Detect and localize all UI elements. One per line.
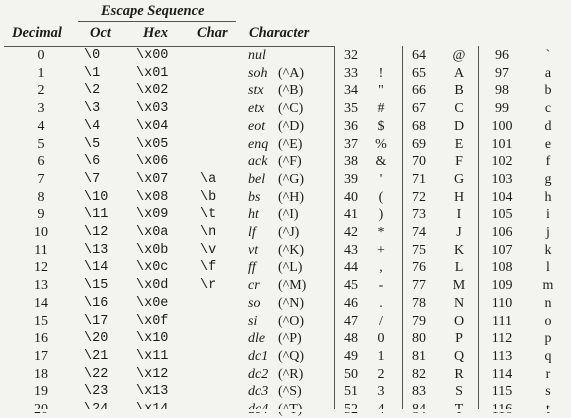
ascii-glyph: r (545, 366, 551, 382)
ascii-glyph: f (545, 154, 551, 170)
ascii-code: 78 (412, 295, 426, 311)
row-hex: \x07 (136, 171, 169, 187)
ascii-code: 48 (344, 331, 358, 347)
ascii-glyph: n (544, 295, 552, 311)
row-character-name: soh (248, 65, 268, 81)
ascii-code: 45 (344, 278, 358, 294)
ascii-glyph: 3 (377, 384, 385, 400)
row-oct: \20 (84, 331, 109, 347)
ascii-code: 68 (412, 118, 426, 134)
ascii-glyph: ` (545, 48, 551, 63)
ascii-code: 66 (412, 83, 426, 99)
escape-sequence-header: Escape Sequence (101, 3, 205, 19)
ascii-glyph: $ (377, 118, 385, 134)
ascii-glyph: S (455, 384, 463, 400)
row-oct: \6 (84, 154, 101, 170)
row-hex: \x0c (136, 260, 169, 276)
ascii-code: 32 (344, 48, 358, 63)
row-control-key: (^G) (278, 171, 305, 187)
row-character-name: ff (248, 260, 256, 276)
ascii-glyph: L (454, 260, 464, 276)
decimal-header: Decimal (12, 25, 62, 41)
ascii-glyph: G (453, 171, 465, 187)
row-oct: \22 (84, 366, 109, 382)
ascii-glyph: F (455, 154, 463, 170)
ascii-glyph: j (546, 225, 550, 240)
ascii-glyph: @ (452, 48, 466, 63)
ascii-code: 35 (344, 101, 358, 117)
row-decimal: 13 (34, 278, 48, 294)
row-character-name: enq (248, 136, 269, 152)
ascii-glyph: , (379, 260, 383, 276)
ascii-glyph: - (378, 278, 384, 294)
row-decimal: 1 (37, 65, 45, 81)
ascii-glyph: i (546, 207, 550, 223)
row-hex: \x12 (136, 366, 169, 382)
ascii-code: 74 (412, 225, 426, 240)
ascii-code: 105 (491, 207, 513, 223)
row-control-key: (^A) (278, 65, 305, 81)
ascii-glyph: " (378, 83, 384, 99)
row-character-name: vt (248, 242, 259, 258)
row-oct: \21 (84, 348, 109, 364)
row-oct: \2 (84, 83, 101, 99)
ascii-glyph: + (377, 242, 385, 258)
row-hex: \x11 (136, 348, 169, 364)
ascii-code: 42 (344, 225, 358, 240)
ascii-code: 108 (491, 260, 513, 276)
ascii-code: 82 (412, 366, 426, 382)
row-decimal: 19 (34, 384, 48, 400)
row-char-escape: \t (200, 207, 217, 223)
ascii-code: 46 (344, 295, 358, 311)
row-character-name: nul (248, 48, 266, 63)
ascii-glyph: o (544, 313, 552, 329)
ascii-code: 51 (344, 384, 358, 400)
row-char-escape: \a (200, 171, 217, 187)
row-oct: \15 (84, 278, 109, 294)
ascii-glyph: 2 (377, 366, 385, 382)
row-character-name: cr (248, 278, 260, 294)
ascii-code: 75 (412, 242, 426, 258)
char-header: Char (197, 25, 228, 41)
row-control-key: (^R) (278, 366, 304, 382)
ascii-code: 65 (412, 65, 426, 81)
row-hex: \x03 (136, 101, 169, 117)
ascii-code: 77 (412, 278, 426, 294)
row-hex: \x05 (136, 136, 169, 152)
row-control-key: (^S) (278, 384, 302, 400)
row-oct: \12 (84, 225, 109, 240)
row-decimal: 12 (34, 260, 48, 276)
row-decimal: 6 (37, 154, 45, 170)
ascii-glyph: s (545, 384, 551, 400)
row-oct: \14 (84, 260, 109, 276)
ascii-code: 39 (344, 171, 358, 187)
row-control-key: (^I) (278, 207, 299, 223)
row-character-name: dc3 (248, 384, 269, 400)
row-hex: \x02 (136, 83, 169, 99)
character-header: Character (249, 25, 310, 41)
ascii-glyph: A (453, 65, 465, 81)
ascii-glyph: R (454, 366, 464, 382)
ascii-glyph: D (453, 118, 465, 134)
row-control-key: (^D) (278, 118, 305, 134)
header-rule (78, 21, 236, 22)
row-oct: \17 (84, 313, 109, 329)
row-decimal: 15 (34, 313, 48, 329)
ascii-code: 34 (344, 83, 358, 99)
row-oct: \16 (84, 295, 109, 311)
ascii-glyph: N (453, 295, 465, 311)
row-oct: \4 (84, 118, 101, 134)
row-character-name: lf (248, 225, 256, 240)
row-hex: \x0d (136, 278, 169, 294)
row-character-name: bel (248, 171, 266, 187)
ascii-glyph: g (544, 171, 552, 187)
row-hex: \x0f (136, 313, 169, 329)
ascii-glyph: h (544, 189, 552, 205)
row-decimal: 4 (37, 118, 45, 134)
ascii-glyph: k (544, 242, 552, 258)
row-char-escape: \v (200, 242, 217, 258)
row-decimal: 17 (34, 348, 48, 364)
row-decimal: 16 (34, 331, 48, 347)
row-hex: \x09 (136, 207, 169, 223)
ascii-code: 112 (491, 331, 513, 347)
row-character-name: dc1 (248, 348, 269, 364)
ascii-code: 103 (491, 171, 513, 187)
ascii-glyph: p (544, 331, 552, 347)
row-character-name: etx (248, 101, 265, 117)
row-char-escape: \r (200, 278, 217, 294)
row-control-key: (^C) (278, 101, 304, 117)
row-char-escape: \f (200, 260, 217, 276)
ascii-code: 110 (491, 295, 513, 311)
ascii-glyph: C (454, 101, 464, 117)
ascii-glyph: J (456, 225, 462, 240)
ascii-code: 114 (491, 366, 513, 382)
ascii-code: 40 (344, 189, 358, 205)
ascii-glyph: 1 (377, 348, 385, 364)
ascii-code: 44 (344, 260, 358, 276)
row-decimal: 11 (34, 242, 48, 258)
ascii-glyph: . (379, 295, 383, 311)
row-control-key: (^O) (278, 313, 305, 329)
ascii-code: 71 (412, 171, 426, 187)
ascii-glyph: d (544, 118, 552, 134)
ascii-code: 69 (412, 136, 426, 152)
ascii-code: 50 (344, 366, 358, 382)
ascii-code: 81 (412, 348, 426, 364)
row-oct: \5 (84, 136, 101, 152)
row-decimal: 14 (34, 295, 48, 311)
ascii-glyph: c (544, 101, 552, 117)
ascii-code: 37 (344, 136, 358, 152)
row-hex: \x06 (136, 154, 169, 170)
divider-line-1 (334, 46, 335, 412)
row-hex: \x0e (136, 295, 169, 311)
row-char-escape: \n (200, 225, 217, 240)
ascii-glyph: ( (378, 189, 384, 205)
row-character-name: eot (248, 118, 266, 134)
hex-header: Hex (143, 25, 168, 41)
row-character-name: dle (248, 331, 266, 347)
ascii-glyph: ' (379, 171, 383, 187)
ascii-glyph: b (544, 83, 552, 99)
ascii-code: 83 (412, 384, 426, 400)
row-hex: \x0b (136, 242, 169, 258)
ascii-code: 111 (492, 313, 512, 329)
row-control-key: (^K) (278, 242, 305, 258)
row-character-name: dc2 (248, 366, 269, 382)
row-character-name: stx (248, 83, 264, 99)
row-decimal: 18 (34, 366, 48, 382)
ascii-code: 38 (344, 154, 358, 170)
row-decimal: 2 (37, 83, 45, 99)
ascii-glyph: Q (453, 348, 465, 364)
row-control-key: (^E) (278, 136, 303, 152)
ascii-code: 72 (412, 189, 426, 205)
ascii-glyph: B (454, 83, 464, 99)
row-control-key: (^H) (278, 189, 305, 205)
row-control-key: (^F) (278, 154, 302, 170)
row-control-key: (^J) (278, 225, 300, 240)
ascii-glyph: ) (378, 207, 384, 223)
ascii-code: 99 (495, 101, 509, 117)
ascii-code: 101 (491, 136, 513, 152)
row-hex: \x0a (136, 225, 169, 240)
ascii-glyph: K (453, 242, 465, 258)
row-oct: \23 (84, 384, 109, 400)
ascii-glyph: O (453, 313, 465, 329)
ascii-glyph: l (546, 260, 550, 276)
ascii-code: 115 (491, 384, 513, 400)
row-oct: \13 (84, 242, 109, 258)
ascii-code: 102 (491, 154, 513, 170)
ascii-glyph: / (379, 313, 383, 329)
row-control-key: (^M) (278, 278, 307, 294)
ascii-code: 49 (344, 348, 358, 364)
row-character-name: bs (248, 189, 261, 205)
ascii-code: 33 (344, 65, 358, 81)
ascii-code: 97 (495, 65, 509, 81)
ascii-glyph: # (377, 101, 385, 117)
row-decimal: 3 (37, 101, 45, 117)
ascii-code: 47 (344, 313, 358, 329)
ascii-code: 96 (495, 48, 509, 63)
row-hex: \x00 (136, 48, 169, 63)
ascii-code: 67 (412, 101, 426, 117)
divider-line-2 (402, 46, 403, 412)
row-character-name: ht (248, 207, 259, 223)
ascii-code: 73 (412, 207, 426, 223)
ascii-glyph: I (456, 207, 462, 223)
ascii-code: 100 (491, 118, 513, 134)
ascii-code: 106 (491, 225, 513, 240)
ascii-glyph: ! (378, 65, 384, 81)
ascii-code: 113 (491, 348, 513, 364)
row-oct: \10 (84, 189, 109, 205)
row-character-name: si (248, 313, 258, 329)
ascii-code: 107 (491, 242, 513, 258)
row-hex: \x01 (136, 65, 169, 81)
row-decimal: 10 (34, 225, 48, 240)
row-control-key: (^Q) (278, 348, 305, 364)
ascii-code: 109 (491, 278, 513, 294)
row-control-key: (^L) (278, 260, 303, 276)
oct-header: Oct (90, 25, 111, 41)
ascii-glyph: E (454, 136, 464, 152)
ascii-code: 98 (495, 83, 509, 99)
row-hex: \x04 (136, 118, 169, 134)
ascii-glyph: & (375, 154, 387, 170)
ascii-code: 43 (344, 242, 358, 258)
row-decimal: 5 (37, 136, 45, 152)
ascii-glyph: P (455, 331, 463, 347)
ascii-glyph: 0 (377, 331, 385, 347)
ascii-code: 36 (344, 118, 358, 134)
ascii-code: 41 (344, 207, 358, 223)
ascii-glyph: e (544, 136, 552, 152)
ascii-code: 104 (491, 189, 513, 205)
ascii-code: 64 (412, 48, 426, 63)
ascii-glyph: % (375, 136, 387, 152)
row-decimal: 8 (37, 189, 45, 205)
ascii-code: 80 (412, 331, 426, 347)
row-oct: \0 (84, 48, 101, 63)
ascii-glyph: * (377, 225, 385, 240)
ascii-glyph: q (544, 348, 552, 364)
row-character-name: so (248, 295, 261, 311)
row-hex: \x13 (136, 384, 169, 400)
ascii-glyph: m (542, 278, 554, 294)
row-decimal: 0 (37, 48, 45, 63)
row-hex: \x08 (136, 189, 169, 205)
ascii-code: 76 (412, 260, 426, 276)
row-control-key: (^P) (278, 331, 302, 347)
ascii-code: 70 (412, 154, 426, 170)
row-control-key: (^N) (278, 295, 305, 311)
ascii-code: 79 (412, 313, 426, 329)
divider-line-3 (478, 46, 479, 412)
row-decimal: 9 (37, 207, 45, 223)
row-oct: \1 (84, 65, 101, 81)
row-character-name: ack (248, 154, 268, 170)
row-char-escape: \b (200, 189, 217, 205)
row-oct: \7 (84, 171, 101, 187)
row-control-key: (^B) (278, 83, 304, 99)
row-oct: \3 (84, 101, 101, 117)
row-hex: \x10 (136, 331, 169, 347)
ascii-glyph: H (453, 189, 465, 205)
row-decimal: 7 (37, 171, 45, 187)
header-bottom-rule (4, 46, 334, 47)
ascii-glyph: M (452, 278, 466, 294)
row-oct: \11 (84, 207, 109, 223)
ascii-glyph: a (544, 65, 552, 81)
